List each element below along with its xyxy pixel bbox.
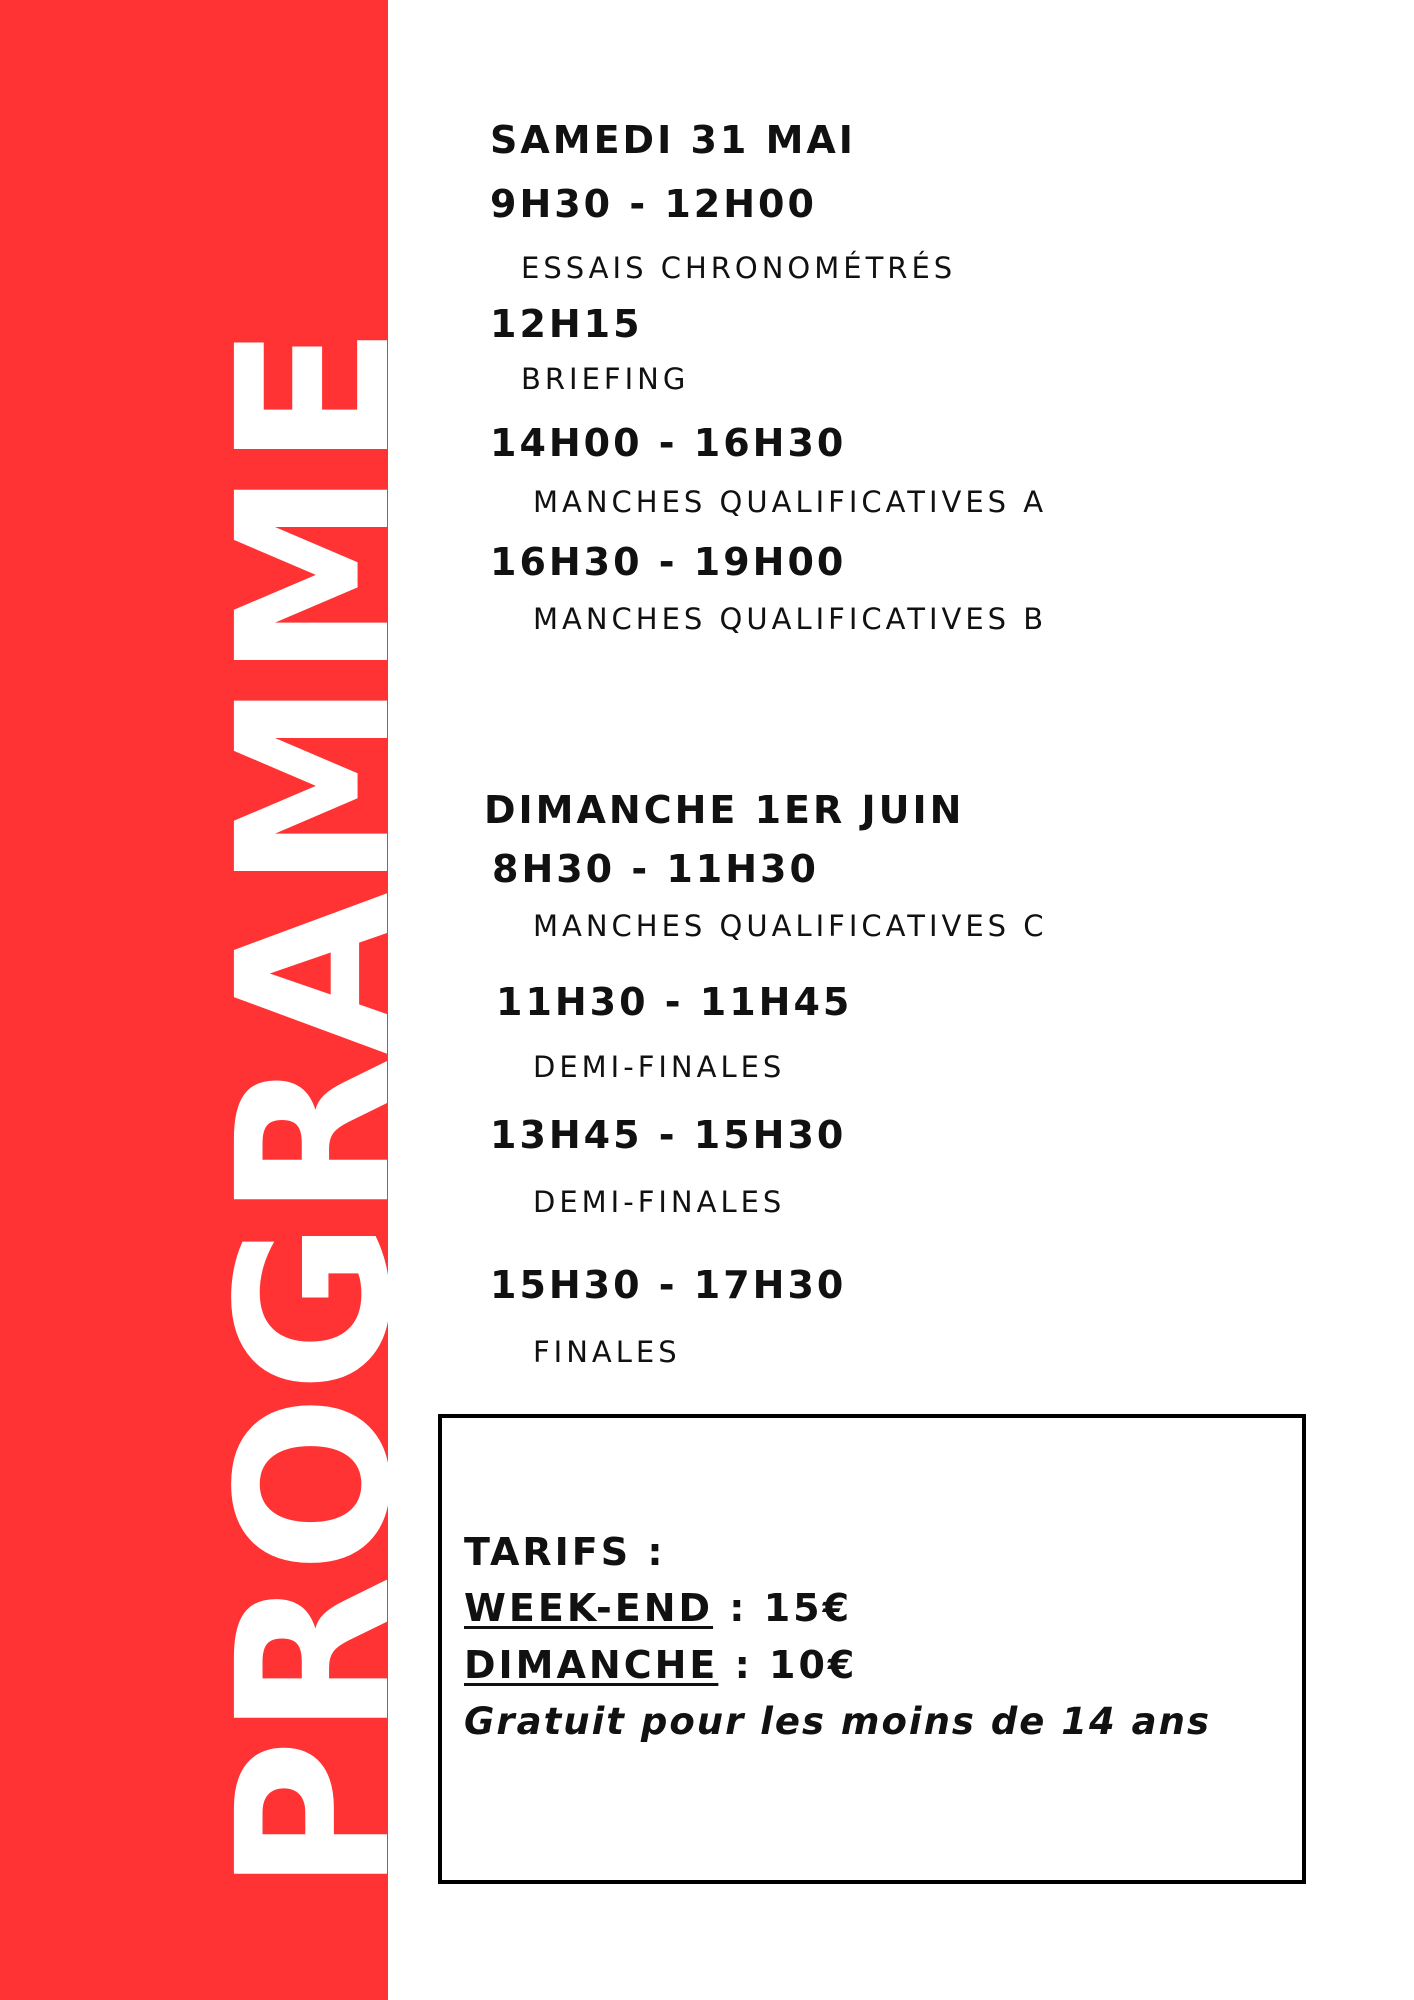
- sunday-slot-1-event: MANCHES QUALIFICATIVES C: [533, 909, 1048, 943]
- tarif-weekend: [464, 1586, 852, 1630]
- saturday-slot-2-time: 12H15: [490, 302, 643, 346]
- tarif-weekend-label: WEEK-END: [464, 1586, 714, 1630]
- sunday-slot-4-time: 15H30 - 17H30: [490, 1263, 847, 1307]
- sunday-slot-2-event: DEMI-FINALES: [533, 1050, 786, 1084]
- saturday-slot-4-event: MANCHES QUALIFICATIVES B: [533, 602, 1048, 636]
- sunday-slot-4-event: FINALES: [533, 1335, 681, 1369]
- sunday-heading: DIMANCHE 1ER JUIN: [484, 788, 965, 832]
- tarif-sunday-price: : 10€: [718, 1643, 858, 1687]
- saturday-slot-4-time: 16H30 - 19H00: [490, 540, 847, 584]
- tarif-sunday-label: DIMANCHE: [464, 1643, 719, 1687]
- tarifs-heading: TARIFS :: [464, 1530, 666, 1574]
- saturday-slot-1-time: 9H30 - 12H00: [490, 182, 817, 226]
- sunday-slot-3-event: DEMI-FINALES: [533, 1185, 786, 1219]
- saturday-slot-1-event: ESSAIS CHRONOMÉTRÉS: [521, 251, 957, 285]
- saturday-slot-3-event: MANCHES QUALIFICATIVES A: [533, 485, 1048, 519]
- tarif-sunday: [464, 1643, 857, 1687]
- programme-title: PROGRAMME: [192, 322, 437, 1893]
- saturday-slot-3-time: 14H00 - 16H30: [490, 421, 847, 465]
- tarif-free-note: Gratuit pour les moins de 14 ans: [464, 1700, 1211, 1743]
- tarif-weekend-price: : 15€: [713, 1586, 853, 1630]
- sunday-slot-3-time: 13H45 - 15H30: [490, 1113, 847, 1157]
- saturday-heading: SAMEDI 31 MAI: [490, 118, 856, 162]
- saturday-slot-2-event: BRIEFING: [521, 362, 690, 396]
- sunday-slot-2-time: 11H30 - 11H45: [496, 980, 853, 1024]
- sunday-slot-1-time: 8H30 - 11H30: [492, 847, 819, 891]
